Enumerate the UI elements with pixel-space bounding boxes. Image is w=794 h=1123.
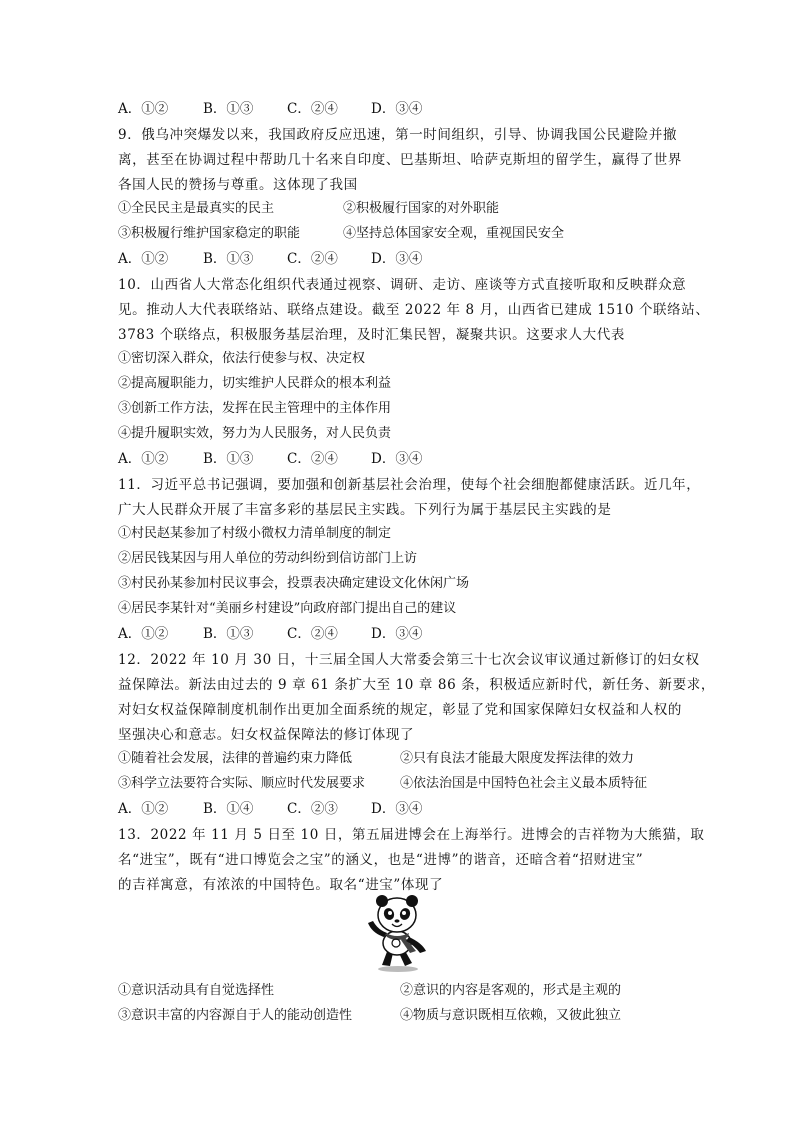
q13-stem-line-3: 的吉祥寓意，有浓浓的中国特色。取名“进宝”体现了 — [118, 877, 444, 893]
q8-answer-b: B．①③ — [203, 101, 254, 117]
q12-stem-line-2: 益保障法。新法由过去的 9 章 61 条扩大至 10 章 86 条，积极适应新时代，新任务、新要求， — [118, 677, 715, 693]
q9-answer-b: B．①③ — [203, 251, 254, 267]
q10-stem-line-2: 见。推动人大代表联络站、联络点建设。截至 2022 年 8 月，山西省已建成 1510 个联络站、 — [118, 302, 710, 318]
q12-answer-d: D．③④ — [371, 801, 423, 817]
q11-option-1: ①村民赵某参加了村级小微权力清单制度的制定 — [118, 526, 392, 541]
q12-answer-b: B．①④ — [203, 801, 254, 817]
q9-answer-a: A．①② — [118, 251, 169, 267]
q12-answer-a: A．①② — [118, 801, 169, 817]
q11-stem-line-2: 广大人民群众开展了丰富多彩的基层民主实践。下列行为属于基层民主实践的是 — [118, 502, 612, 518]
q10-stem-line-3: 3783 个联络点，积极服务基层治理，及时汇集民智，凝聚共识。这要求人大代表 — [118, 327, 625, 343]
q9-stem-line-1: 9．俄乌冲突爆发以来，我国政府反应迅速，第一时间组织，引导、协调我国公民避险并撤 — [118, 127, 678, 143]
q9-stem-line-2: 离，甚至在协调过程中帮助几十名来自印度、巴基斯坦、哈萨克斯坦的留学生，赢得了世界 — [118, 152, 682, 168]
q11-answer-b: B．①③ — [203, 626, 254, 642]
q11-stem-line-1: 11．习近平总书记强调，要加强和创新基层社会治理，使每个社会细胞都健康活跃。近几年， — [118, 477, 701, 493]
q13-option-2: ②意识的内容是客观的，形式是主观的 — [400, 983, 622, 998]
q10-answer-a: A．①② — [118, 451, 169, 467]
q9-option-1: ①全民民主是最真实的民主 — [118, 201, 275, 216]
q11-option-3: ③村民孙某参加村民议事会，投票表决确定建设文化休闲广场 — [118, 576, 470, 591]
q13-option-3: ③意识丰富的内容源自于人的能动创造性 — [118, 1008, 353, 1023]
q10-option-2: ②提高履职能力，切实维护人民群众的根本利益 — [118, 376, 392, 391]
q12-answer-c: C．②③ — [287, 801, 338, 817]
q8-answer-a: A．①② — [118, 101, 169, 117]
q12-option-2: ②只有良法才能最大限度发挥法律的效力 — [400, 751, 635, 766]
q10-answer-d: D．③④ — [371, 451, 423, 467]
q11-option-4: ④居民李某针对“美丽乡村建设”向政府部门提出自己的建议 — [118, 601, 457, 616]
q12-stem-line-4: 坚强决心和意志。妇女权益保障法的修订体现了 — [118, 727, 415, 743]
q9-answer-c: C．②④ — [287, 251, 338, 267]
q13-stem-line-2: 名“进宝”，既有“进口博览会之宝”的涵义，也是“进博”的谐音，还暗含着“招财进宝” — [118, 852, 644, 868]
q9-option-2: ②积极履行国家的对外职能 — [343, 201, 500, 216]
q8-answer-c: C．②④ — [287, 101, 338, 117]
q10-option-4: ④提升履职实效，努力为人民服务，对人民负责 — [118, 426, 392, 441]
q12-option-3: ③科学立法要符合实际、顺应时代发展要求 — [118, 776, 366, 791]
q13-stem-line-1: 13．2022 年 11 月 5 日至 10 日，第五届进博会在上海举行。进博会的吉祥物为大熊猫，取 — [118, 827, 705, 843]
q8-answer-d: D．③④ — [371, 101, 423, 117]
q12-stem-line-1: 12．2022 年 10 月 30 日，十三届全国人大常委会第三十七次会议审议通过新修订的妇女权 — [118, 652, 700, 668]
q9-option-4: ④坚持总体国家安全观，重视国民安全 — [343, 226, 565, 241]
q9-answer-d: D．③④ — [371, 251, 423, 267]
q13-option-4: ④物质与意识既相互依赖，又彼此独立 — [400, 1008, 622, 1023]
panda-mascot-image — [360, 893, 436, 973]
q10-stem-line-1: 10．山西省人大常态化组织代表通过视察、调研、走访、座谈等方式直接听取和反映群众意 — [118, 277, 687, 293]
q11-answer-a: A．①② — [118, 626, 169, 642]
q10-option-3: ③创新工作方法，发挥在民主管理中的主体作用 — [118, 401, 392, 416]
q9-option-3: ③积极履行维护国家稳定的职能 — [118, 226, 301, 241]
q13-option-1: ①意识活动具有自觉选择性 — [118, 983, 275, 998]
q10-option-1: ①密切深入群众，依法行使参与权、决定权 — [118, 351, 366, 366]
q9-stem-line-3: 各国人民的赞扬与尊重。这体现了我国 — [118, 177, 358, 193]
q12-option-4: ④依法治国是中国特色社会主义最本质特征 — [400, 776, 648, 791]
q11-option-2: ②居民钱某因与用人单位的劳动纠纷到信访部门上访 — [118, 551, 418, 566]
q12-option-1: ①随着社会发展，法律的普遍约束力降低 — [118, 751, 353, 766]
q10-answer-c: C．②④ — [287, 451, 338, 467]
q11-answer-c: C．②④ — [287, 626, 338, 642]
q12-stem-line-3: 对妇女权益保障制度机制作出更加全面系统的规定，彰显了党和国家保障妇女权益和人权的 — [118, 702, 682, 718]
q11-answer-d: D．③④ — [371, 626, 423, 642]
q10-answer-b: B．①③ — [203, 451, 254, 467]
